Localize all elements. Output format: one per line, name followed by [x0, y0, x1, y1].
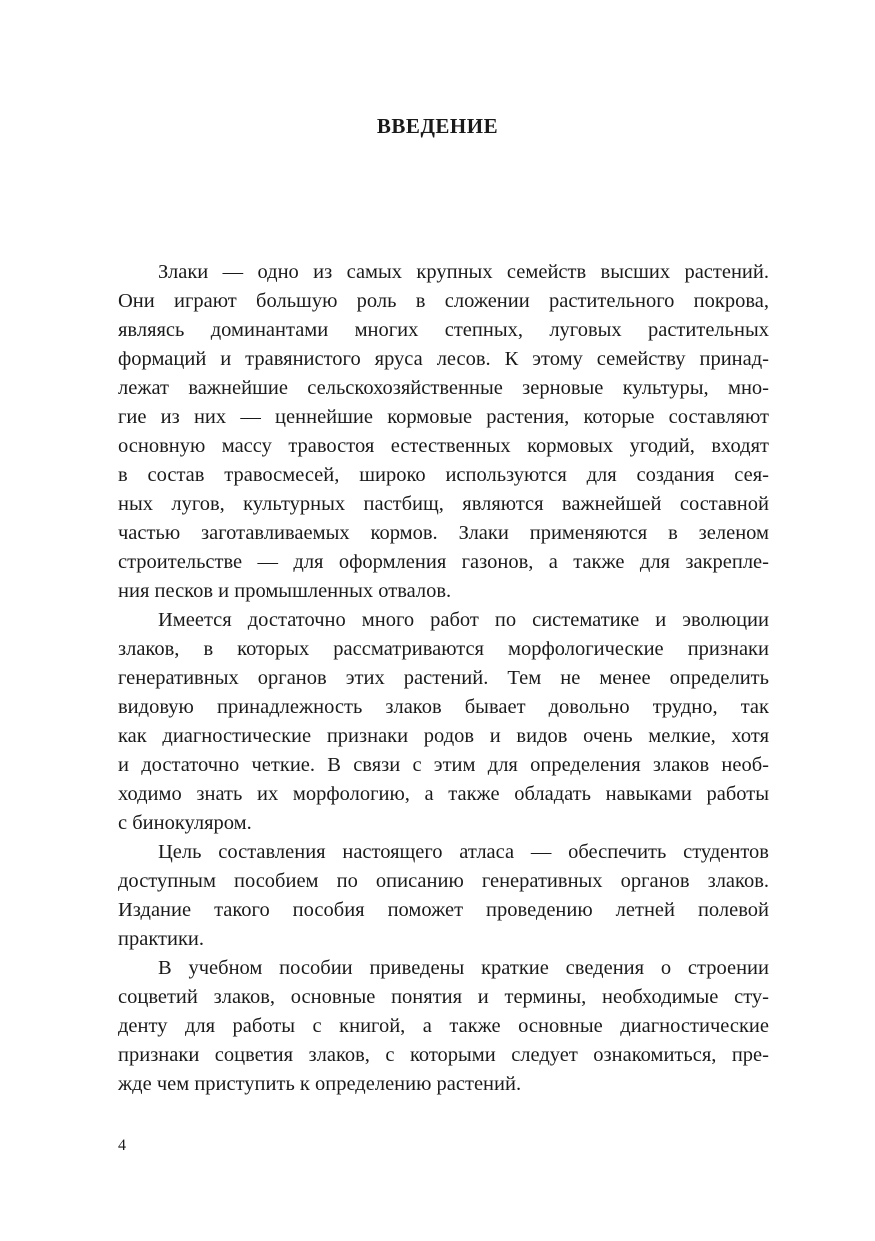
text-line: признаки соцветия злаков, с которыми следует ознакомиться, пре- [118, 1044, 769, 1066]
text-line: основную массу травостоя естественных кормовых угодий, входят [118, 435, 769, 457]
text-line: в состав травосмесей, широко используются для создания сея- [118, 464, 769, 486]
text-line: видовую принадлежность злаков бывает довольно трудно, так [118, 696, 769, 718]
text-line: строительстве — для оформления газонов, а также для закрепле- [118, 551, 769, 573]
paragraph [118, 258, 769, 606]
text-line: как диагностические признаки родов и видов очень мелкие, хотя [118, 725, 769, 747]
text-line: Они играют большую роль в сложении растительного покрова, [118, 290, 769, 312]
text-line: жде чем приступить к определению растений. [118, 1073, 522, 1095]
text-line: денту для работы с книгой, а также основные диагностические [118, 1015, 769, 1037]
text-line: лежат важнейшие сельскохозяйственные зерновые культуры, мно- [118, 377, 769, 399]
text-line: доступным пособием по описанию генеративных органов злаков. [118, 870, 769, 892]
text-line: являясь доминантами многих степных, луговых растительных [118, 319, 769, 341]
body-text [118, 258, 769, 1099]
text-line: Имеется достаточно много работ по систематике и эволюции [158, 609, 769, 631]
text-line: частью заготавливаемых кормов. Злаки применяются в зеленом [118, 522, 769, 544]
text-line: Злаки — одно из самых крупных семейств высших растений. [158, 261, 769, 283]
text-line: и достаточно четкие. В связи с этим для определения злаков необ- [118, 754, 769, 776]
text-line: генеративных органов этих растений. Тем не менее определить [118, 667, 769, 689]
text-line: практики. [118, 928, 204, 950]
text-line: ходимо знать их морфологию, а также обладать навыками работы [118, 783, 769, 805]
text-line: с бинокуляром. [118, 812, 252, 834]
paragraph [118, 954, 769, 1099]
text-line: ных лугов, культурных пастбищ, являются важнейшей составной [118, 493, 769, 515]
text-line: ния песков и промышленных отвалов. [118, 580, 452, 602]
text-line: Цель составления настоящего атласа — обеспечить студентов [158, 841, 769, 863]
page-title: ВВЕДЕНИЕ [376, 114, 499, 138]
page-number: 4 [118, 1137, 126, 1154]
text-line: гие из них — ценнейшие кормовые растения, которые составляют [118, 406, 769, 428]
paragraph [118, 606, 769, 838]
text-line: формаций и травянистого яруса лесов. К этому семейству принад- [118, 348, 769, 370]
text-line: соцветий злаков, основные понятия и термины, необходимые сту- [118, 986, 769, 1008]
text-line: злаков, в которых рассматриваются морфологические признаки [118, 638, 769, 660]
text-line: В учебном пособии приведены краткие сведения о строении [158, 957, 769, 979]
text-line: Издание такого пособия поможет проведению летней полевой [118, 899, 769, 921]
paragraph [118, 838, 769, 954]
